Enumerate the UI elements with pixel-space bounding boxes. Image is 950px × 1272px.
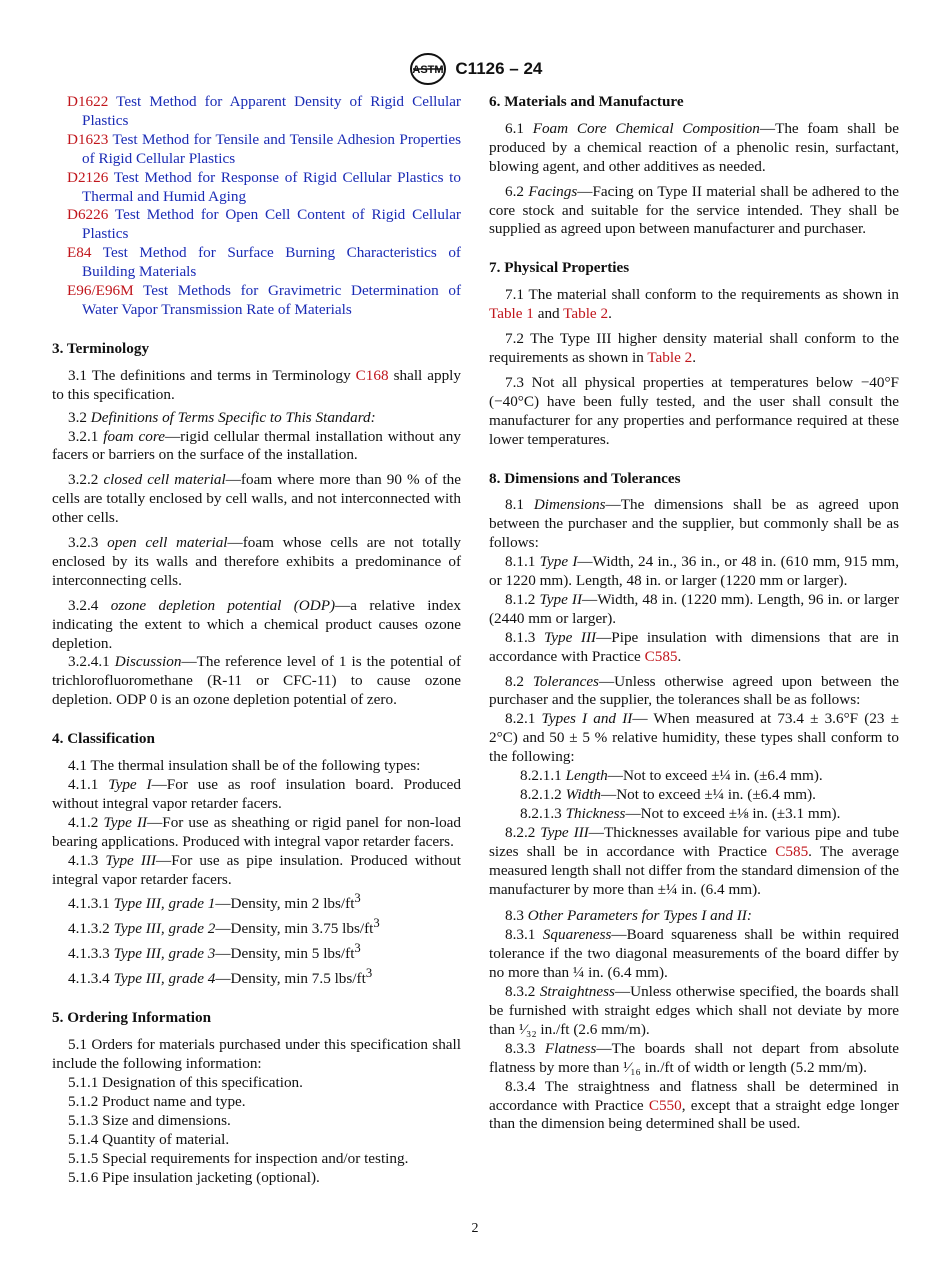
paragraph-8-2-2: 8.2.2 Type III—Thicknesses available for various pipe and tube sizes shall be in accordance with Practice C585. The average measured length shall not differ from the standard dimension of the manufacturer by more than ±¼ in. (6.4 mm). [489, 823, 900, 898]
link-c585[interactable]: C585 [775, 842, 809, 860]
paragraph-4-1-2: 4.1.2 Type II—For use as sheathing or rigid panel for non-load bearing applications. Produced with integral vapor retarder facers. [52, 813, 462, 850]
reference-item[interactable]: D6226 Test Method for Open Cell Content of Rigid Cellular Plastics [67, 206, 461, 243]
paragraph-grade: 4.1.3.3 Type III, grade 3—Density, min 5 lbs/$ft^3$ [68, 941, 361, 963]
paragraph-8-3-3: 8.3.3 Flatness—The boards shall not depart from absolute flatness by more than ¹⁄₁₆ in./ft of width or length (5.2 mm/m). [489, 1039, 899, 1076]
paragraph-8-1-2: 8.1.2 Type II—Width, 48 in. (1220 mm). Length, 96 in. or larger (2440 mm or larger). [489, 590, 900, 627]
paragraph-4-1-1: 4.1.1 Type I—For use as roof insulation board. Produced without integral vapor retarder facers. [52, 776, 462, 812]
section-heading-terminology: 3. Terminology [52, 339, 150, 357]
reference-item[interactable]: D1622 Test Method for Apparent Density of Rigid Cellular Plastics [67, 93, 461, 129]
paragraph-6-2: 6.2 Facings—Facing on Type II material shall be adhered to the core stock and suitable for the service intended. They shall be supplied as agreed upon between manufacturer and purchaser. [489, 182, 900, 238]
paragraph-8-1: 8.1 Dimensions—The dimensions shall be as agreed upon between the purchaser and the supplier, but commonly shall be as follows: [489, 496, 899, 552]
link-c550[interactable]: C550 [648, 1096, 682, 1114]
paragraph-3-2-4: 3.2.4 ozone depletion potential (ODP)—a relative index indicating the extent to which a chemical product causes ozone depletion. [52, 596, 461, 652]
section-heading-ordering: 5. Ordering Information [52, 1009, 212, 1027]
paragraph-8-3-1: 8.3.1 Squareness—Board squareness shall be within required tolerance if the two diagonal measurements of the board differ by no more than ¼ in. (6.4 mm). [489, 926, 900, 982]
left-column [52, 93, 461, 1187]
paragraph-3-2: 3.2 Definitions of Terms Specific to This Standard: [68, 408, 376, 426]
paragraph-8-3: 8.3 Other Parameters for Types I and II: [505, 907, 752, 925]
right-column [489, 93, 899, 1134]
paragraph-3-2-4-1: 3.2.4.1 Discussion—The reference level of 1 is the potential of trichlorofluoromethane (R-11 or CFC-11) to cause ozone depletion. ODP 0 is an ozone depletion potential of zero. [52, 653, 462, 709]
section-heading-materials: 6. Materials and Manufacture [489, 93, 684, 110]
paragraph-8-2-1: 8.2.1 Types I and II— When measured at 73.4 ± 3.6°F (23 ± 2°C) and 50 ± 5 % relative humidity, these types shall conform to the following: [489, 710, 900, 766]
section-heading-classification: 4. Classification [52, 730, 155, 748]
link-table-2[interactable]: Table 2 [647, 348, 693, 366]
paragraph-8-2: 8.2 Tolerances—Unless otherwise agreed upon between the purchaser and the supplier, the tolerances shall be as follows: [489, 672, 899, 709]
paragraph-grade: 4.1.3.2 Type III, grade 2—Density, min 3.75 lbs/$ft^3$ [68, 916, 380, 938]
reference-item[interactable]: D2126 Test Method for Response of Rigid Cellular Plastics to Thermal and Humid Aging [67, 168, 461, 205]
list-item: 5.1.6 Pipe insulation jacketing (optional). [68, 1168, 320, 1186]
link-c168[interactable]: C168 [355, 366, 389, 384]
section-heading-dimensions: 8. Dimensions and Tolerances [489, 469, 681, 487]
paragraph-7-3: 7.3 Not all physical properties at temperatures below −40°F (−40°C) have been fully tested, and the user shall consult the manufacturer for any properties and performance required at these lower temperatures. [489, 373, 899, 448]
paragraph-4-1: 4.1 The thermal insulation shall be of the following types: [68, 757, 421, 775]
page-number: 2 [471, 1221, 479, 1236]
astm-logo-icon [408, 52, 448, 86]
paragraph-8-1-3: 8.1.3 Type III—Pipe insulation with dimensions that are in accordance with Practice C585. [489, 628, 899, 665]
page-header [0, 52, 950, 86]
document-code: C1126 – 24 [455, 58, 543, 78]
list-item: 5.1.5 Special requirements for inspection and/or testing. [68, 1149, 409, 1167]
paragraph-5-1: 5.1 Orders for materials purchased under this specification shall include the following information: [52, 1036, 461, 1073]
paragraph-8-1-1: 8.1.1 Type I—Width, 24 in., 36 in., or 48 in. (610 mm, 915 mm, or 1220 mm). Length, 48 in. or larger (1220 mm or larger). [489, 553, 900, 590]
paragraph-8-3-4: 8.3.4 The straightness and flatness shall be determined in accordance with Practice C550, except that a straight edge longer than the dimension being determined shall be used. [489, 1077, 899, 1133]
paragraph-3-1: 3.1 The definitions and terms in Terminology C168 shall apply to this specification. [52, 366, 461, 403]
reference-list [52, 93, 461, 320]
paragraph-8-2-1-1: 8.2.1.1 Length—Not to exceed ±¼ in. (±6.4 mm). [520, 767, 823, 785]
paragraph-3-2-2: 3.2.2 closed cell material—foam where more than 90 % of the cells are totally enclosed by cell walls, and not interconnected with other cells. [52, 471, 461, 527]
paragraph-8-3-2: 8.3.2 Straightness—Unless otherwise specified, the boards shall be furnished with straight edges which shall not deviate by more than ¹⁄₃₂ in./ft (2.6 mm/m). [489, 983, 900, 1038]
paragraph-8-2-1-2: 8.2.1.2 Width—Not to exceed ±¼ in. (±6.4 mm). [520, 786, 816, 803]
paragraph-3-2-1: 3.2.1 foam core—rigid cellular thermal installation without any facers or barriers on the surface of the installation. [52, 427, 461, 464]
list-item: 5.1.2 Product name and type. [68, 1092, 246, 1110]
paragraph-grade: 4.1.3.4 Type III, grade 4—Density, min 7.5 lbs/$ft^3$ [68, 966, 373, 988]
paragraph-4-1-3: 4.1.3 Type III—For use as pipe insulation. Produced without integral vapor retarder facers. [52, 851, 461, 888]
svg-text:ASTM: ASTM [412, 64, 444, 76]
reference-item[interactable]: E84 Test Method for Surface Burning Characteristics of Building Materials [67, 244, 461, 281]
paragraph-3-2-3: 3.2.3 open cell material—foam whose cells are not totally enclosed by its walls and therefore exhibits a predominance of interconnecting cells. [52, 534, 461, 589]
paragraph-grade: 4.1.3.1 Type III, grade 1—Density, min 2 lbs/$ft^3$ [68, 891, 361, 913]
list-item: 5.1.4 Quantity of material. [68, 1130, 230, 1148]
list-item: 5.1.1 Designation of this specification. [68, 1074, 303, 1092]
reference-item[interactable]: D1623 Test Method for Tensile and Tensile Adhesion Properties of Rigid Cellular Plastics [67, 130, 461, 167]
paragraph-6-1: 6.1 Foam Core Chemical Composition—The foam shall be produced by a chemical reaction of a phenolic resin, surfactant, blowing agent, and other additives as needed. [489, 119, 899, 175]
paragraph-8-2-1-3: 8.2.1.3 Thickness—Not to exceed ±⅛ in. (±3.1 mm). [520, 804, 841, 822]
section-heading-physical-properties: 7. Physical Properties [489, 259, 630, 277]
link-table-1[interactable]: Table 1 [489, 305, 534, 323]
link-table-2[interactable]: Table 2 [563, 305, 609, 323]
list-item: 5.1.3 Size and dimensions. [68, 1111, 231, 1129]
paragraph-7-1: 7.1 The material shall conform to the requirements as shown in Table 1 and Table 2. [489, 286, 899, 323]
reference-item[interactable]: E96/E96M Test Methods for Gravimetric Determination of Water Vapor Transmission Rate of Materials [67, 282, 461, 318]
paragraph-7-2: 7.2 The Type III higher density material shall conform to the requirements as shown in Table 2. [489, 330, 899, 366]
link-c585[interactable]: C585 [644, 647, 678, 665]
